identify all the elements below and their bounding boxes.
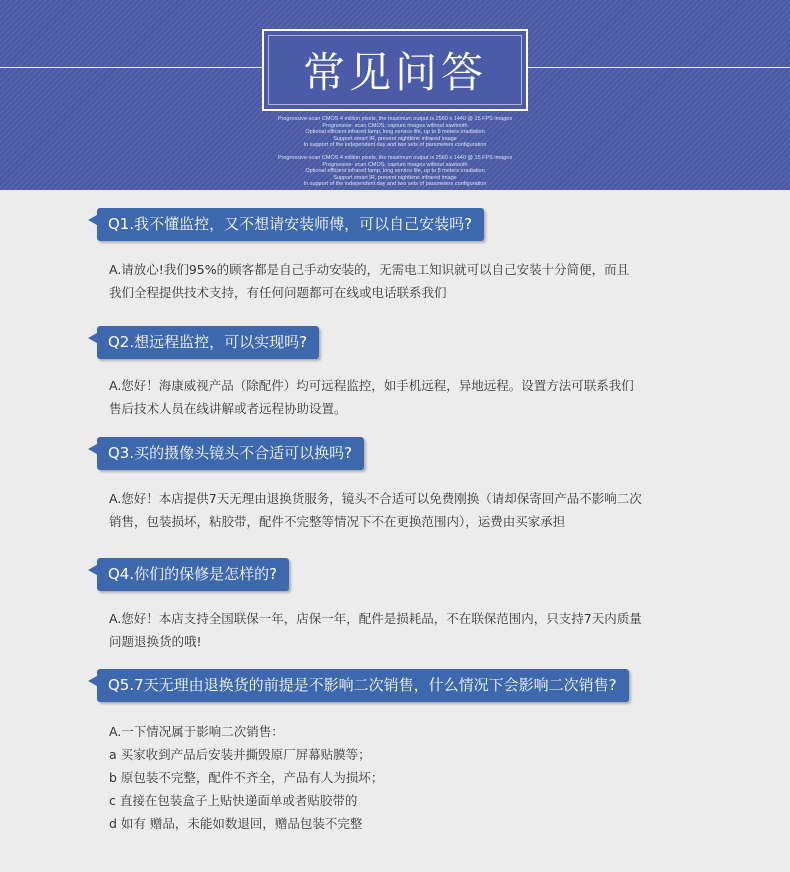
answer-5	[109, 720, 719, 835]
answer-line: 问题退换货的哦!	[109, 634, 202, 649]
spec-line: Progressive-scan CMOS 4 million pixels, the maximum output is 2560 x 1440 @ 15 FPS images	[277, 155, 513, 161]
question-bubble-4: Q4.你们的保修是怎样的?	[97, 558, 289, 591]
title-frame	[262, 29, 528, 111]
question-bubble-1: Q1.我不懂监控，又不想请安装师傅，可以自己安装吗?	[97, 208, 484, 241]
spec-line: Progressive- scan CMOS, capture images without sawtooth	[322, 122, 468, 129]
question-bubble-5: Q5.7天无理由退换货的前提是不影响二次销售，什么情况下会影响二次销售?	[97, 669, 629, 702]
spec-text-block	[250, 116, 540, 149]
spec-text-block	[250, 155, 540, 188]
answer-line: A.一下情况属于影响二次销售：	[109, 724, 284, 739]
header-banner	[0, 0, 790, 190]
answer-2	[109, 374, 719, 420]
page-title: 常见问答	[302, 48, 487, 97]
spec-line: In support of the independent day and two sets of parameters configuration	[303, 181, 487, 187]
question-bubble-2: Q2.想远程监控，可以实现吗?	[97, 326, 319, 359]
spec-line: Progressive- scan CMOS, capture images without sawtooth	[322, 161, 468, 168]
answer-3	[109, 487, 719, 533]
header-divider-left	[0, 67, 262, 68]
answer-line: 我们全程提供技术支持，有任何问题都可在线或电话联系我们	[109, 285, 447, 300]
answer-1	[109, 258, 719, 304]
answer-line: c 直接在包装盒子上贴快递面单或者贴胶带的	[109, 793, 358, 808]
spec-line: Support smart IR, prevent nighttime infrared image	[333, 174, 457, 181]
answer-line: d 如有 赠品，未能如数退回，赠品包装不完整	[109, 816, 363, 831]
answer-line: A.您好！海康威视产品（除配件）均可远程监控，如手机远程，异地远程。设置方法可联系我们	[109, 378, 634, 393]
question-bubble-3: Q3.买的摄像头镜头不合适可以换吗?	[97, 437, 364, 470]
answer-line: A.您好！本店支持全国联保一年，店保一年，配件是损耗品，不在联保范围内，只支持7天内质量	[109, 611, 642, 626]
answer-line: 销售，包装损坏，粘胶带，配件不完整等情况下不在更换范围内），运费由买家承担	[109, 514, 566, 529]
answer-line: a 买家收到产品后安装并撕毁原厂屏幕贴膜等；	[109, 747, 371, 762]
spec-line: Support smart IR, prevent nighttime infrared image	[333, 135, 457, 142]
answer-line: b 原包装不完整，配件不齐全，产品有人为损坏；	[109, 770, 384, 785]
answer-line: 售后技术人员在线讲解或者远程协助设置。	[109, 401, 347, 416]
answer-line: A.请放心!我们95%的顾客都是自己手动安装的，无需电工知识就可以自己安装十分简便，而且	[109, 262, 630, 277]
spec-line: In support of the independent day and two sets of parameters configuration	[303, 142, 487, 148]
answer-4	[109, 607, 719, 653]
spec-line: Optional efficient infrared lamp, long service life, up to 8 meters irradiation	[305, 129, 485, 135]
answer-line: A.您好！本店提供7天无理由退换货服务，镜头不合适可以免费刚换（请却保寄回产品不影响二次	[109, 491, 642, 506]
spec-line: Optional efficient infrared lamp, long service life, up to 8 meters irradiation	[305, 168, 485, 174]
header-divider-right	[528, 67, 790, 68]
spec-line: Progressive-scan CMOS 4 million pixels, the maximum output is 2560 x 1440 @ 15 FPS images	[277, 116, 513, 122]
